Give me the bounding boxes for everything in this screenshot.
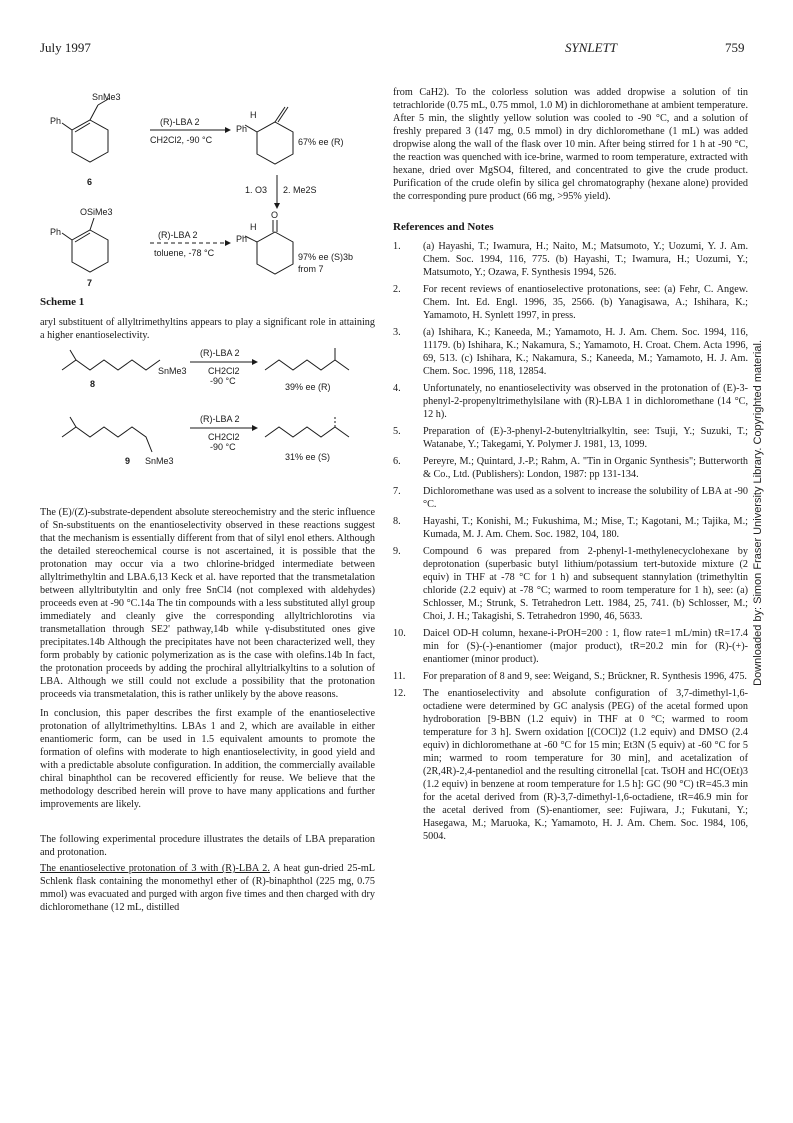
scheme-2-temp-1: -90 °C [210, 376, 236, 386]
reference-number: 12. [393, 688, 406, 699]
reference-item [393, 326, 748, 378]
reference-item [393, 687, 748, 843]
scheme-1-conditions-2: toluene, -78 °C [154, 248, 215, 258]
reference-item [393, 545, 748, 623]
reference-text: Unfortunately, no enantioselectivity was observed in the protonation of (E)-3-phenyl-2-propenyltrimethylsilane with (R)-LBA 1 in dichloromethane (14 °C, 12 h). [423, 383, 748, 420]
compound-6-substituent: SnMe3 [92, 92, 121, 102]
left-paragraph-2: The (E)/(Z)-substrate-dependent absolute stereochemistry and the steric influence of Sn-substituents on the enantioselectivity observed in these reactions suggest that the mechanism is essentially different from that of silyl enol ethers. Although the detailed stereochemical course is not ascertained, it is possible that the protonation may occur via a two chlorine-bridged intermediate between allyltrimethyltin and LBA.6,13 Keck et al. have reported that the transmetalation between allyltributyltin and only free SnCl4 (not complexed with aldehydes) proceeds even at -90 °C.14a The tin compounds with a less substituted allyl group immediately and cleanly give the corresponding allyltrichlorotins via transmetallation through SE2' pathway,14b while γ-disubstituted ones give precipitates.14b Although the precipitates have not been characterized well, they form probably by cationic polymerization as is the case with olefins.14b In fact, the protonation proceeds by adding the prochiral allyltrialkyltins to a solution of LBA. Although we still could not exclude a possibility that the protonation proceeds via transmetalation, this is rather unlikely by the above reasons. [40, 507, 375, 700]
product-9-structure [265, 415, 349, 437]
compound-7-substituent: OSiMe3 [80, 207, 113, 217]
reference-number: 2. [393, 284, 401, 295]
reference-text: (a) Ishihara, K.; Kaneeda, M.; Yamamoto, H. J. Am. Chem. Soc. 1994, 116, 11179. (b) Ishihara, K.; Nakamura, S.; Yamamoto, H. Croat. Chem. Acta 1996, 69, 513. (c) Ishihara, K.; Nakamura, S.; Kaneeda, M.; Yamamoto, H. J. Am. Chem. Soc. 1996, 118, 12854. [423, 327, 748, 377]
compound-6-structure [62, 98, 110, 162]
ketone-ee: 97% ee (S)3b [298, 252, 354, 262]
reference-number: 5. [393, 426, 401, 437]
compound-8-structure [62, 350, 160, 370]
scheme-2-temp-2: -90 °C [210, 442, 236, 452]
reference-text: For recent reviews of enantioselective protonations, see: (a) Fehr, C. Angew. Chem. Int. Ed. Engl. 1996, 35, 2566. (b) Yanagisawa, A.; Ishihara, K.; Yamamoto, H. Synlett 1997, in press. [423, 284, 748, 321]
header-page-number: 759 [725, 40, 745, 55]
reference-item [393, 283, 748, 322]
reference-text: Dichloromethane was used as a solvent to increase the solubility of LBA at -90 °C. [423, 486, 748, 510]
step-ozonolysis: 1. O3 [245, 185, 268, 195]
left-paragraph-1: aryl substituent of allyltrimethyltins appears to play a significant role in attaining a higher enantioselectivity. [40, 317, 375, 341]
ketone-ph: Ph [236, 234, 248, 244]
ketone-from: from 7 [298, 264, 324, 274]
step-me2s: 2. Me2S [283, 185, 317, 195]
reference-text: Compound 6 was prepared from 2-phenyl-1-methylenecyclohexane by deprotonation (superbasic butyl lithium/potassium tert-butoxide mixture (2 equiv) in THF at -78 °C for 1 h) and subsequent stannylation (trimethyltin chloride (2.2 equiv) at -78 °C; warmed to room temperature for 1 h), see: (a) Schlosser, M.; Strunk, S. Tetrahedron Lett. 1984, 25, 741. (b) Schlosser, M.; Choi, J. H.; Takagishi, S. Tetrahedron 1990, 46, 5633. [423, 546, 748, 622]
reference-text: Preparation of (E)-3-phenyl-2-butenyltrialkyltin, see: Tsuji, Y.; Suzuki, T.; Watanabe, Y.; Takegami, Y. Polymer J. 1981, 13, 1099. [423, 426, 748, 450]
reference-item [393, 455, 748, 481]
scheme-1-figure [40, 80, 375, 290]
compound-9-label: 9 [125, 456, 131, 466]
reference-number: 1. [393, 241, 401, 252]
reference-item [393, 670, 748, 683]
scheme-2-reagent-1: (R)-LBA 2 [200, 348, 240, 358]
scheme-1-reagent-2: (R)-LBA 2 [158, 230, 198, 240]
reference-text: The enantioselectivity and absolute configuration of 3,7-dimethyl-1,6-octadiene were determined by GC analysis (PEG) of the acetal formed upon hydroboration [9-BBN (1.2 equiv) in THF at 0 °C; warmed to room temperature for 3 h]. Swern oxidation [(COCl)2 (1.2 equiv) and DMSO (2.4 equiv) in dichloromethane at -60 °C for 15 min; Et3N (5 equiv) at -60 °C for 5 min; warmed to room temperature for 30 min], and acetalization of (2R,4R)-2,4-pentanediol and the resulting citronellal [cat. TsOH and HC(OEt)3 (1.2 equiv) in benzene at room temperature for 1.5 h]: GC (90 °C) tR=45.3 min for the acetal derived from (R)-3,7-dimethyl-1,6-octadiene, tR=46.9 min for the acetal derived from (S)-enantiomer, see: Fujiwara, J.; Fukutani, Y.; Hasegawa, M.; Maruoka, K.; Yamamoto, H. J. Am. Chem. Soc. 1984, 106, 5004. [423, 688, 748, 842]
download-notice [752, 340, 774, 780]
reference-item [393, 382, 748, 421]
compound-6-ph: Ph [50, 116, 62, 126]
reference-number: 8. [393, 516, 401, 527]
product-8-structure [265, 348, 349, 370]
scheme-2-solvent-1: CH2Cl2 [208, 366, 240, 376]
product-1-h: H [250, 110, 257, 120]
compound-9-structure [62, 417, 152, 452]
left-paragraph-5 [40, 862, 375, 914]
references-list [393, 240, 748, 843]
left-paragraph-4: The following experimental procedure illustrates the details of LBA preparation and protonation. [40, 834, 375, 858]
reference-number: 4. [393, 383, 401, 394]
reference-number: 11. [393, 671, 406, 682]
download-notice-text: Downloaded by: Simon Fraser University Library. Copyrighted material. [752, 340, 764, 686]
scheme-1-conditions: CH2Cl2, -90 °C [150, 135, 213, 145]
header-date: July 1997 [40, 40, 91, 55]
reference-item [393, 515, 748, 541]
reference-item [393, 425, 748, 451]
reference-number: 9. [393, 546, 401, 557]
reference-number: 10. [393, 628, 406, 639]
scheme-1-reagent: (R)-LBA 2 [160, 117, 200, 127]
compound-7-label: 7 [87, 278, 93, 288]
right-paragraph-1: from CaH2). To the colorless solution was added dropwise a solution of tin tetrachloride (0.75 mL, 0.75 mmol, 1.0 M) in dichloromethane at ambient temperature. After 5 min, the slightly yellow solution was cooled to -90 °C, and a solution of freshly prepared 3 (147 mg, 0.5 mmol) in dry dichloromethane (1 mL) was added dropwise along the wall of the flask over 10 min. After being stirred for 1 h at -90 °C, the reaction was quenched with ice-brine, warmed to room temperature, extracted with hexane, dried over MgSO4, filtered, and concentrated to give the crude product. Purification of the crude olefin by silica gel chromatography (hexane alone) provided the corresponding pure product (66 mg, >95% yield). [393, 87, 748, 202]
reference-item [393, 485, 748, 511]
reference-text: Pereyre, M.; Quintard, J.-P.; Rahm, A. "Tin in Organic Synthesis"; Butterworth & Co., Ltd. (Publishers): London, 1987: pp 131-134. [423, 456, 748, 480]
compound-8-label: 8 [90, 379, 96, 389]
product-1-ph: Ph [236, 124, 248, 134]
reference-text: For preparation of 8 and 9, see: Weigand, S.; Brückner, R. Synthesis 1996, 475. [423, 671, 747, 682]
references-title: References and Notes [393, 221, 494, 233]
ketone-h: H [250, 222, 257, 232]
scheme-1-caption: Scheme 1 [40, 296, 85, 308]
compound-8-group: SnMe3 [158, 366, 187, 376]
compound-7-structure [62, 218, 108, 272]
reference-number: 6. [393, 456, 401, 467]
scheme-2-solvent-2: CH2Cl2 [208, 432, 240, 442]
product-1-ee: 67% ee (R) [298, 137, 344, 147]
scheme-2-figure [40, 342, 375, 492]
scheme-2-reagent-2: (R)-LBA 2 [200, 414, 240, 424]
reference-text: (a) Hayashi, T.; Iwamura, H.; Naito, M.; Matsumoto, Y.; Uozumi, Y. J. Am. Chem. Soc. 1994, 116, 775. (b) Hayashi, T.; Iwamura, H.; Uozumi, Y.; Matsumoto, Y.; Ozawa, F. Synthesis 1994, 526. [423, 241, 748, 278]
product-9-ee: 31% ee (S) [285, 452, 331, 462]
compound-6-label: 6 [87, 177, 93, 187]
compound-9-group: SnMe3 [145, 456, 174, 466]
procedure-text: A heat gun-dried 25-mL Schlenk flask containing the monomethyl ether of (R)-binaphthol (225 mg, 0.75 mmol) was evacuated and purged with argon five times and then charged with dry dichloromethane (12 mL, distilled [40, 863, 375, 913]
compound-7-ph: Ph [50, 227, 62, 237]
procedure-heading: The enantioselective protonation of 3 with (R)-LBA 2. [40, 863, 270, 874]
ketone-o: O [271, 210, 279, 220]
reference-text: Hayashi, T.; Konishi, M.; Fukushima, M.; Mise, T.; Kagotani, M.; Tajika, M.; Kumada, M. J. Am. Chem. Soc. 1982, 104, 180. [423, 516, 748, 540]
header-journal: SYNLETT [565, 40, 618, 55]
left-paragraph-3: In conclusion, this paper describes the first example of the enantioselective protonation of allyltrimethyltins. LBAs 1 and 2, which are available in either enantiomeric form, can be used in 1.5 equivalent amounts to promote the formation of olefins with moderate to high enantioselectivity, in good yield and with a predictable absolute configuration. In addition, the commercially available chiral binaphthol can be recovered efficiently for reuse. We believe that the methodology described herein will prove to have many applications and further improvements are likely. [40, 708, 375, 810]
reference-item [393, 627, 748, 666]
reference-text: Daicel OD-H column, hexane-i-PrOH=200 : 1, flow rate=1 mL/min) tR=17.4 min for (S)-(-)-enantiomer (major product), tR=20.2 min for (R)-(+)-enantiomer (minor product). [423, 628, 748, 665]
reference-number: 3. [393, 327, 401, 338]
reference-item [393, 240, 748, 279]
product-8-ee: 39% ee (R) [285, 382, 331, 392]
reference-number: 7. [393, 486, 401, 497]
